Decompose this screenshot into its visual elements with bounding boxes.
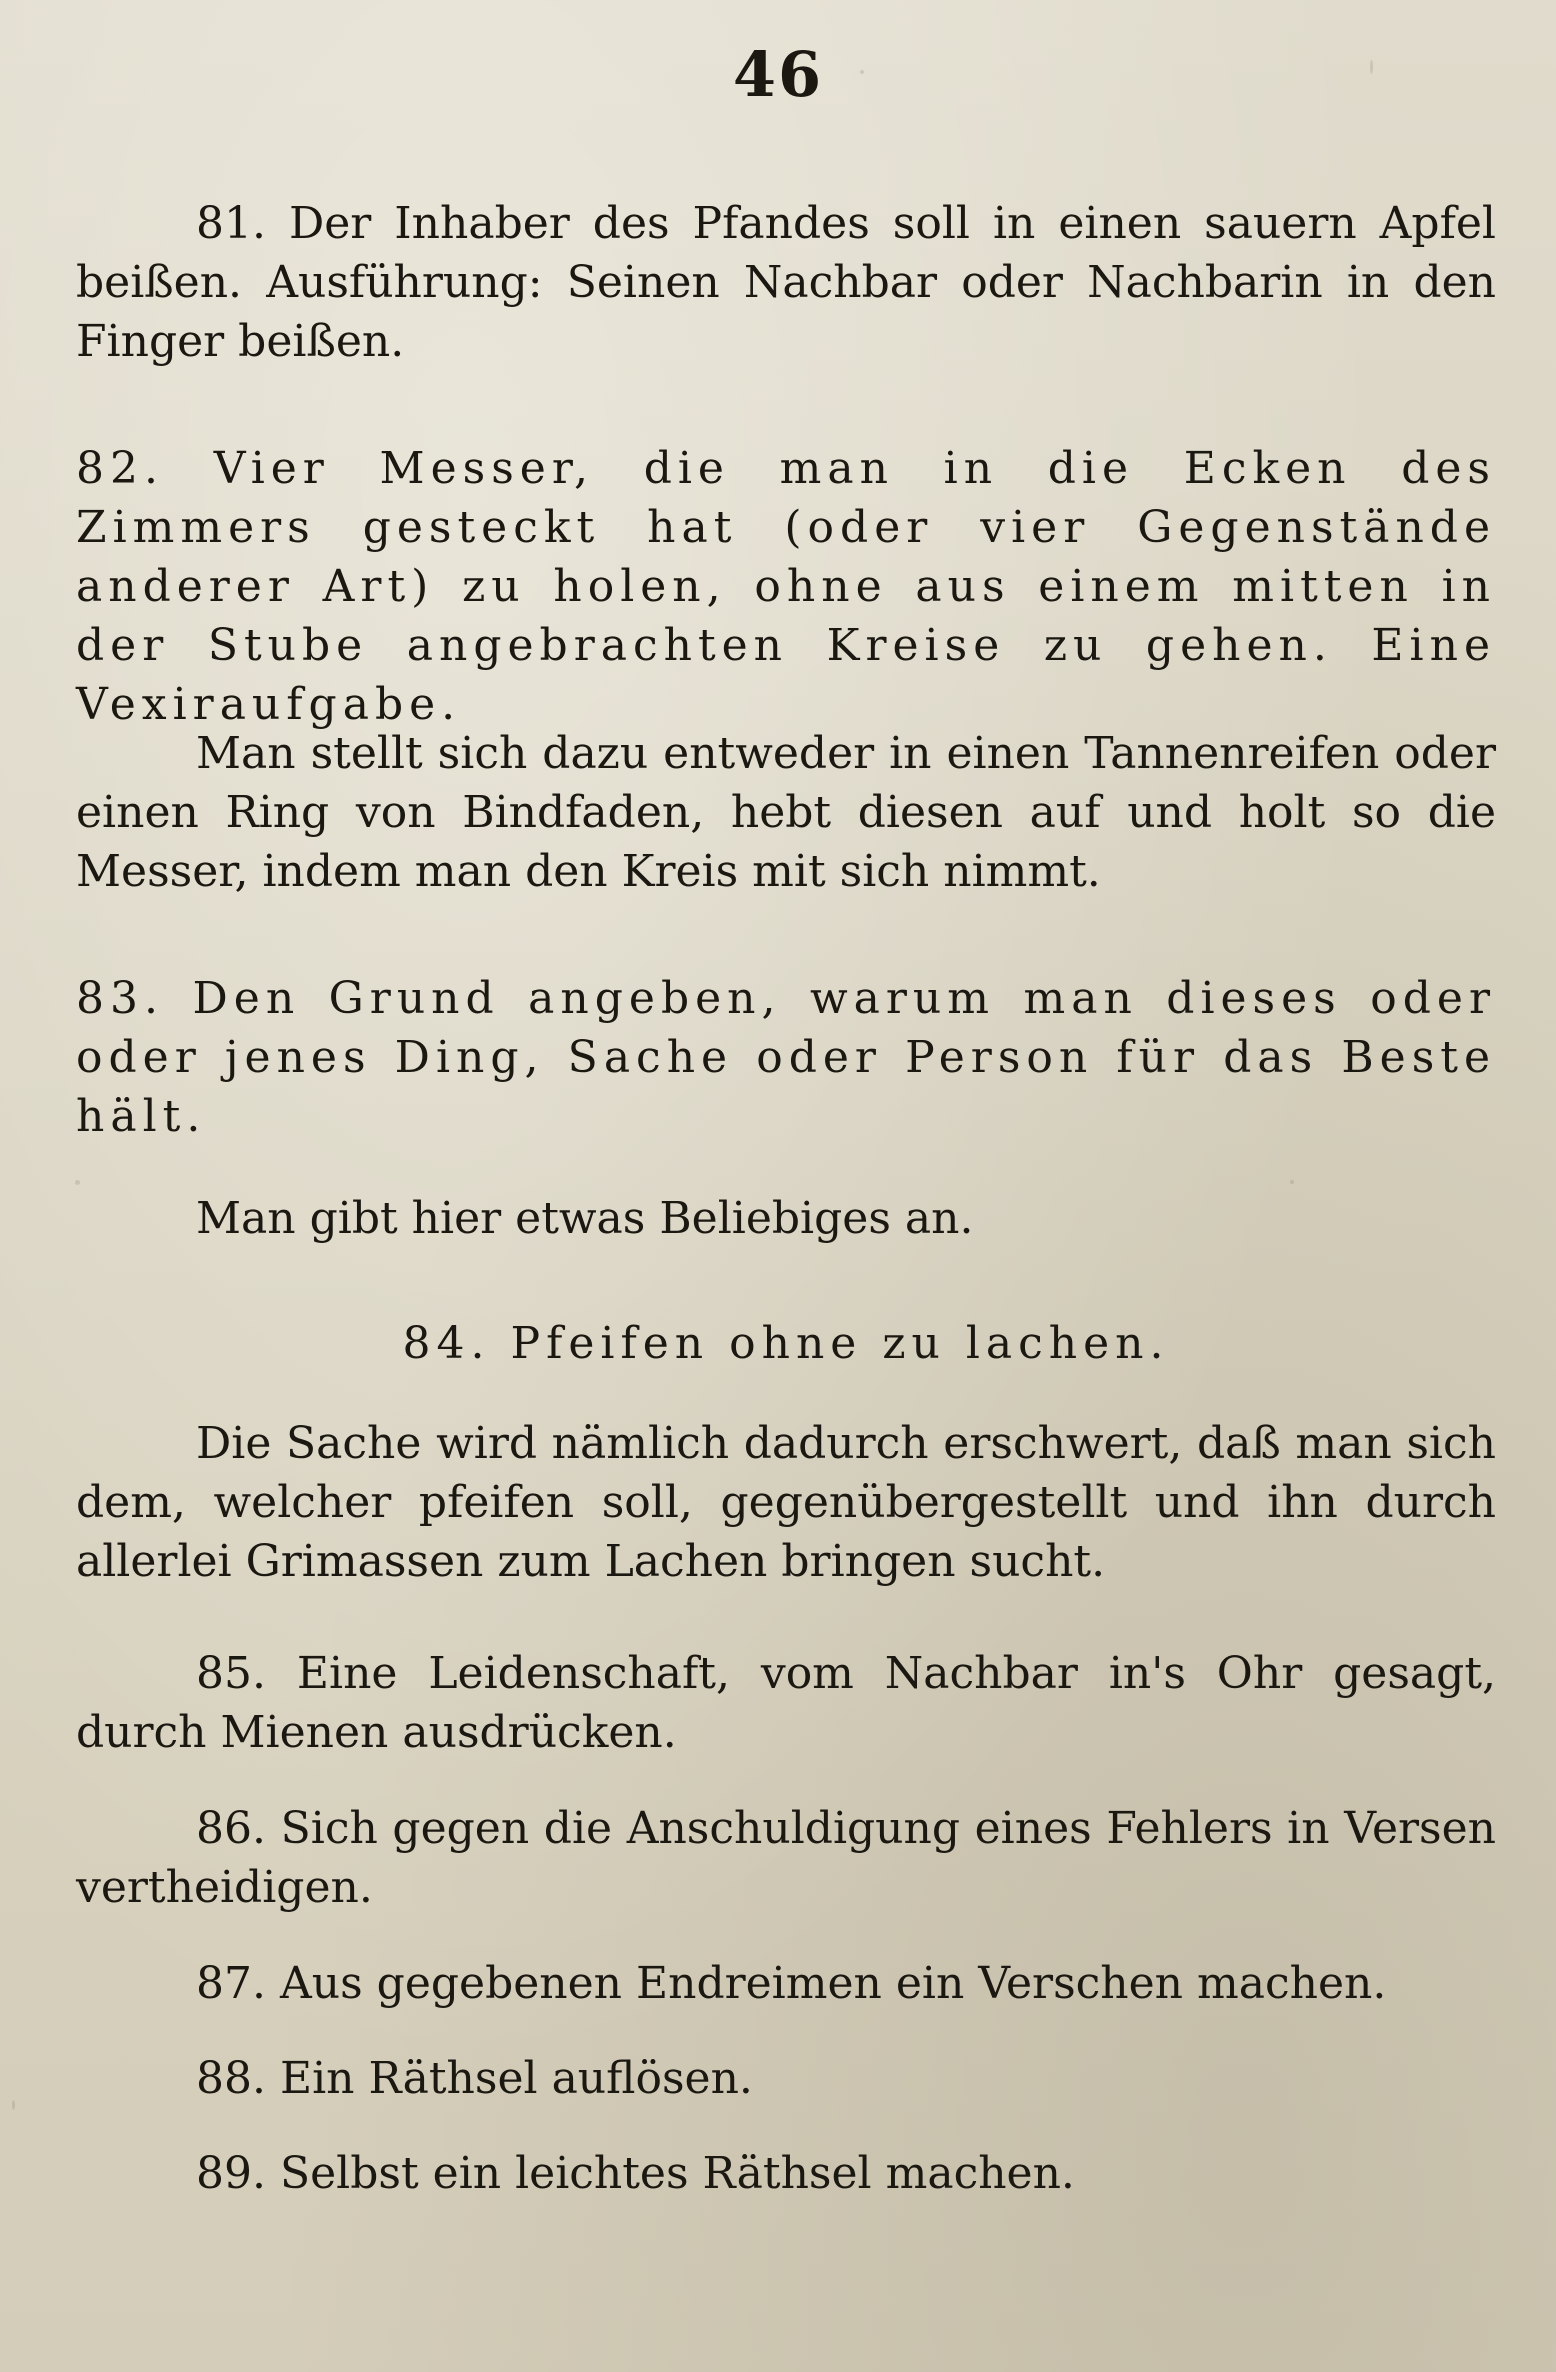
entry-82 [76,439,1496,734]
entry-text: Den Grund angeben, warum man dieses oder oder jenes Ding, Sache oder Person für das Beste hält. [76,973,1496,1142]
paper-speck [12,2100,15,2110]
entry-text: Eine Leidenschaft, vom Nachbar in's Ohr gesagt, durch Mienen ausdrücken. [76,1648,1496,1758]
entry-number: 89. [196,2148,266,2199]
entry-number: 82. [76,443,164,494]
entry-81 [76,194,1496,371]
entry-87 [76,1954,1496,2013]
entry-82-note [76,724,1496,901]
entry-number: 85. [196,1648,266,1699]
entry-85 [76,1644,1496,1762]
entry-number: 86. [196,1803,266,1854]
entry-84-note [76,1414,1496,1591]
entry-text: Man stellt sich dazu entweder in einen Tannenreifen oder einen Ring von Bindfaden, hebt diesen auf und holt so die Messer, indem man den Kreis mit sich nimmt. [76,728,1496,897]
entry-text: Vier Messer, die man in die Ecken des Zimmers gesteckt hat (oder vier Gegenstände anderer Art) zu holen, ohne aus einem mitten in der Stube angebrachten Kreise zu gehen. Eine Vexiraufgabe. [76,443,1496,730]
entry-83 [76,969,1496,1146]
entry-83-note [76,1189,1496,1248]
entry-text: Die Sache wird nämlich dadurch erschwert, daß man sich dem, welcher pfeifen soll, gegenübergestellt und ihn durch allerlei Grimassen zum Lachen bringen sucht. [76,1418,1496,1587]
entry-number: 84. [402,1318,491,1369]
entry-86 [76,1799,1496,1917]
entry-88 [76,2049,1496,2108]
entry-text: Selbst ein leichtes Räthsel machen. [279,2148,1075,2199]
page-number: 46 [732,38,824,111]
entry-text: Ein Räthsel auflösen. [279,2053,753,2104]
entry-text: Pfeifen ohne zu lachen. [510,1318,1170,1369]
entry-number: 88. [196,2053,266,2104]
paper-speck [75,1180,80,1185]
paper-speck [1290,1180,1294,1184]
entry-text: Aus gegebenen Endreimen ein Verschen machen. [279,1958,1387,2009]
entry-number: 81. [196,198,266,249]
entry-text: Der Inhaber des Pfandes soll in einen sauern Apfel beißen. Ausführung: Seinen Nachbar oder Nachbarin in den Finger beißen. [76,198,1496,367]
entry-84-heading [76,1314,1496,1373]
entry-89 [76,2144,1496,2203]
entry-text: Sich gegen die Anschuldigung eines Fehlers in Versen vertheidigen. [76,1803,1496,1913]
entry-number: 83. [76,973,164,1024]
entry-number: 87. [196,1958,266,2009]
entry-text: Man gibt hier etwas Beliebiges an. [196,1193,974,1244]
